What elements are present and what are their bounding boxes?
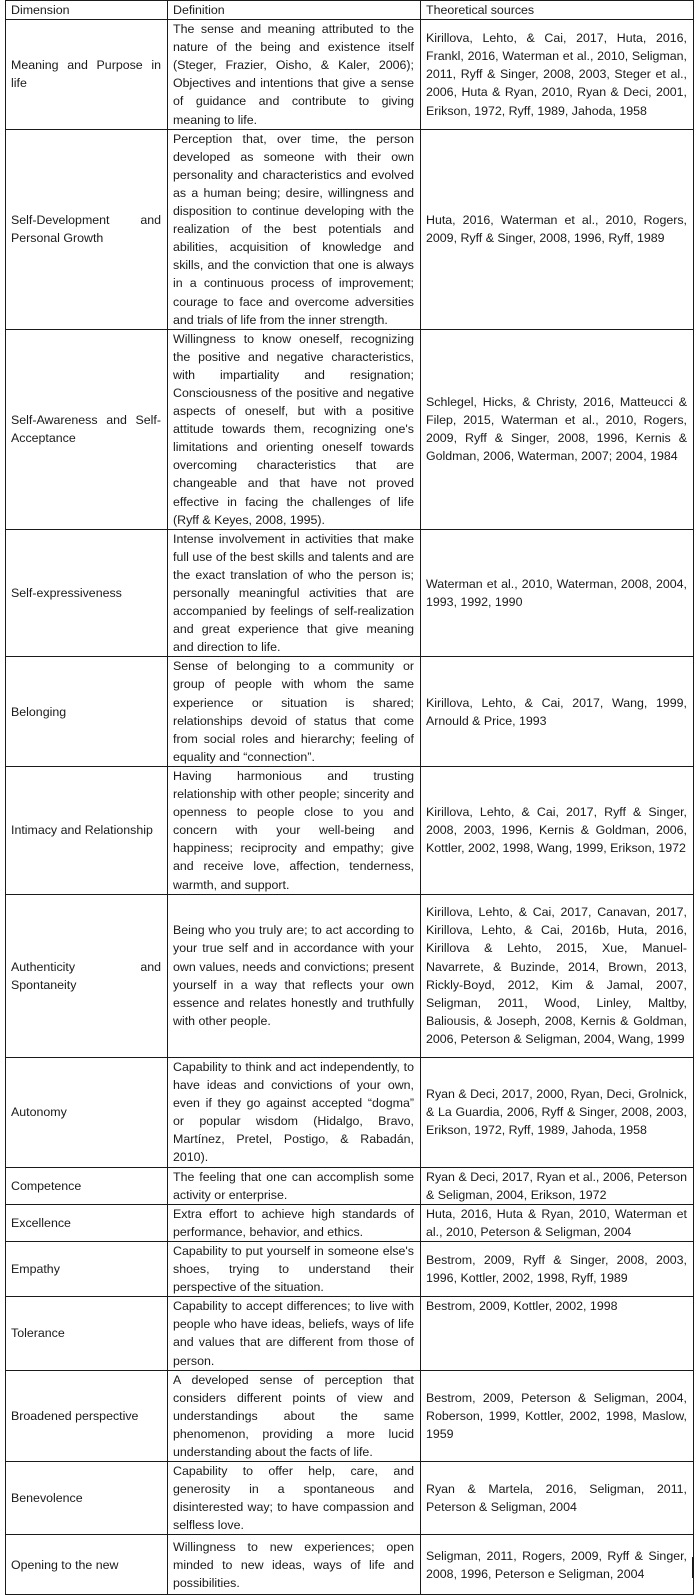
sources-cell: Ryan & Martela, 2016, Seligman, 2011, Peterson & Seligman, 2004 [421,1462,694,1535]
definition-cell: Having harmonious and trusting relationship with other people; sincerity and openness to people close to you and concern with your well-being and happiness; reciprocity and empathy; give and receive love, affection, tenderness, warmth, and support. [168,766,421,894]
dimension-cell: Authenticity and Spontaneity [6,894,168,1057]
definition-cell: Capability to put yourself in someone else's shoes, trying to understand their perspective of the situation. [168,1241,421,1296]
sources-cell: Waterman et al., 2010, Waterman, 2008, 2004, 1993, 1992, 1990 [421,529,694,657]
sources-cell: Bestrom, 2009, Ryff & Singer, 2008, 2003, 1996, Kottler, 2002, 1998, Ryff, 1989 [421,1241,694,1296]
dimension-cell: Empathy [6,1241,168,1296]
sources-cell: Schlegel, Hicks, & Christy, 2016, Matteucci & Filep, 2015, Waterman et al., 2010, Rogers, 2009, Ryff & Singer, 2008, 1996, Kernis & Goldman, 2006, Waterman, 2007; 2004, 1984 [421,329,694,529]
dimension-cell: Belonging [6,657,168,767]
definition-cell: Capability to accept differences; to live with people who have ideas, beliefs, ways of life and values that are different from those of person. [168,1297,421,1370]
definition-cell: Extra effort to achieve high standards of performance, behavior, and ethics. [168,1204,421,1241]
dimension-cell: Self-expressiveness [6,529,168,657]
dimension-cell: Intimacy and Relationship [6,766,168,894]
table-row [6,1535,694,1595]
definition-cell: Capability to think and act independently, to have ideas and convictions of your own, even if they go against accepted “dogma” or popular wisdom (Hidalgo, Bravo, Martínez, Pretel, Postigo, & Rabadán, 2010). [168,1057,421,1167]
dimension-cell: Autonomy [6,1057,168,1167]
sources-cell: Kirillova, Lehto, & Cai, 2017, Canavan, 2017, Kirillova, Lehto, & Cai, 2016b, Huta, 2016, Kirillova & Lehto, 2015, Xue, Manuel-Navarrete, & Buzinde, 2014, Brown, 2013, Rickly-Boyd, 2012, Kim & Jamal, 2007, Seligman, 2011, Wood, Linley, Maltby, Baliousis, & Joseph, 2008, Kernis & Goldman, 2006, Peterson & Seligman, 2004, Wang, 1999 [421,894,694,1057]
table-continuation-line [167,1557,168,1578]
sources-cell: Bestrom, 2009, Kottler, 2002, 1998 [421,1297,694,1370]
table-row [6,1297,694,1370]
definition-cell: Willingness to know oneself, recognizing the positive and negative characteristics, with impartiality and resignation; Consciousness of the positive and negative aspects of oneself, but with a positive attitude towards them, recognizing one's limitations and orienting oneself towards overcoming characteristics that are changeable and that have not proved effective in facing the challenges of life (Ryff & Keyes, 2008, 1995). [168,329,421,529]
header-theoretical-sources: Theoretical sources [421,1,694,20]
sources-cell: Ryan & Deci, 2017, 2000, Ryan, Deci, Grolnick, & La Guardia, 2006, Ryff & Singer, 2008, 2003, Erikson, 1972, Ryff, 1989, Jahoda, 1958 [421,1057,694,1167]
sources-cell: Bestrom, 2009, Peterson & Seligman, 2004, Roberson, 1999, Kottler, 2002, 1998, Maslow, 1959 [421,1370,694,1461]
table-row [6,20,694,130]
table-row [6,129,694,329]
header-dimension: Dimension [6,1,168,20]
sources-cell: Seligman, 2011, Rogers, 2009, Ryff & Singer, 2008, 1996, Peterson e Seligman, 2004 [421,1535,694,1595]
dimension-cell: Broadened perspective [6,1370,168,1461]
definition-cell: Being who you truly are; to act according to your true self and in accordance with your own values, needs and convictions; present yourself in a way that reflects your own essence and relates honestly and truthfully with other people. [168,894,421,1057]
table-row [6,1241,694,1296]
table-continuation-line [420,1557,421,1578]
definition-cell: Intense involvement in activities that make full use of the best skills and talents and are the exact translation of who the person is; personally meaningful activities that are accompanied by feelings of self-realization and great experience that give meaning and direction to life. [168,529,421,657]
sources-cell: Huta, 2016, Huta & Ryan, 2010, Waterman et al., 2010, Peterson & Seligman, 2004 [421,1204,694,1241]
dimension-cell: Self-Development and Personal Growth [6,129,168,329]
definition-cell: Willingness to new experiences; open minded to new ideas, ways of life and possibilities. [168,1535,421,1595]
table-row [6,894,694,1057]
dimensions-table [5,0,694,1595]
definition-cell: Capability to offer help, care, and generosity in a spontaneous and disinterested way; to have compassion and selfless love. [168,1462,421,1535]
definition-cell: A developed sense of perception that considers different points of view and understandings about the same phenomenon, providing a more lucid understanding about the facts of life. [168,1370,421,1461]
table-row [6,1057,694,1167]
dimension-cell: Excellence [6,1204,168,1241]
definition-cell: Perception that, over time, the person developed as someone with their own personality and characteristics and evolved as a human being; desire, willingness and disposition to continue developing with the realization of the best potentials and abilities, acquisition of knowledge and skills, and the conviction that one is always in a continuous process of improvement; courage to face and overcome adversities and trials of life from the inner strength. [168,129,421,329]
table-continuation-line [5,1557,6,1578]
table-row [6,1462,694,1535]
definition-cell: The feeling that one can accomplish some activity or enterprise. [168,1167,421,1204]
table-row [6,1204,694,1241]
table-row [6,329,694,529]
sources-cell: Huta, 2016, Waterman et al., 2010, Rogers, 2009, Ryff & Singer, 2008, 1996, Ryff, 1989 [421,129,694,329]
definition-cell: The sense and meaning attributed to the nature of the being and existence itself (Steger, Frazier, Oisho, & Kaler, 2006); Objectives and intentions that give a sense of guidance and contribute to giving meaning to life. [168,20,421,130]
table-row [6,1167,694,1204]
dimension-cell: Opening to the new [6,1535,168,1595]
dimension-cell: Competence [6,1167,168,1204]
table-row [6,766,694,894]
dimension-cell: Meaning and Purpose in life [6,20,168,130]
sources-cell: Kirillova, Lehto, & Cai, 2017, Ryff & Singer, 2008, 2003, 1996, Kernis & Goldman, 2006, Kottler, 2002, 1998, Wang, 1999, Erikson, 1972 [421,766,694,894]
table-row [6,657,694,767]
table-row [6,529,694,657]
table-continuation-line [692,1557,693,1578]
table-row [6,1370,694,1461]
dimension-cell: Tolerance [6,1297,168,1370]
sources-cell: Kirillova, Lehto, & Cai, 2017, Wang, 1999, Arnould & Price, 1993 [421,657,694,767]
sources-cell: Kirillova, Lehto, & Cai, 2017, Huta, 2016, Frankl, 2016, Waterman et al., 2010, Seligman, 2011, Ryff & Singer, 2008, 2003, Steger et al., 2006, Huta & Ryan, 2010, Ryan & Deci, 2001, Erikson, 1972, Ryff, 1989, Jahoda, 1958 [421,20,694,130]
table-header-row [6,1,694,20]
dimension-cell: Self-Awareness and Self-Acceptance [6,329,168,529]
sources-cell: Ryan & Deci, 2017, Ryan et al., 2006, Peterson & Seligman, 2004, Erikson, 1972 [421,1167,694,1204]
definition-cell: Sense of belonging to a community or group of people with whom the same experience or situation is shared; relationships devoid of status that come from social roles and hierarchy; feeling of equality and “connection”. [168,657,421,767]
dimension-cell: Benevolence [6,1462,168,1535]
header-definition: Definition [168,1,421,20]
